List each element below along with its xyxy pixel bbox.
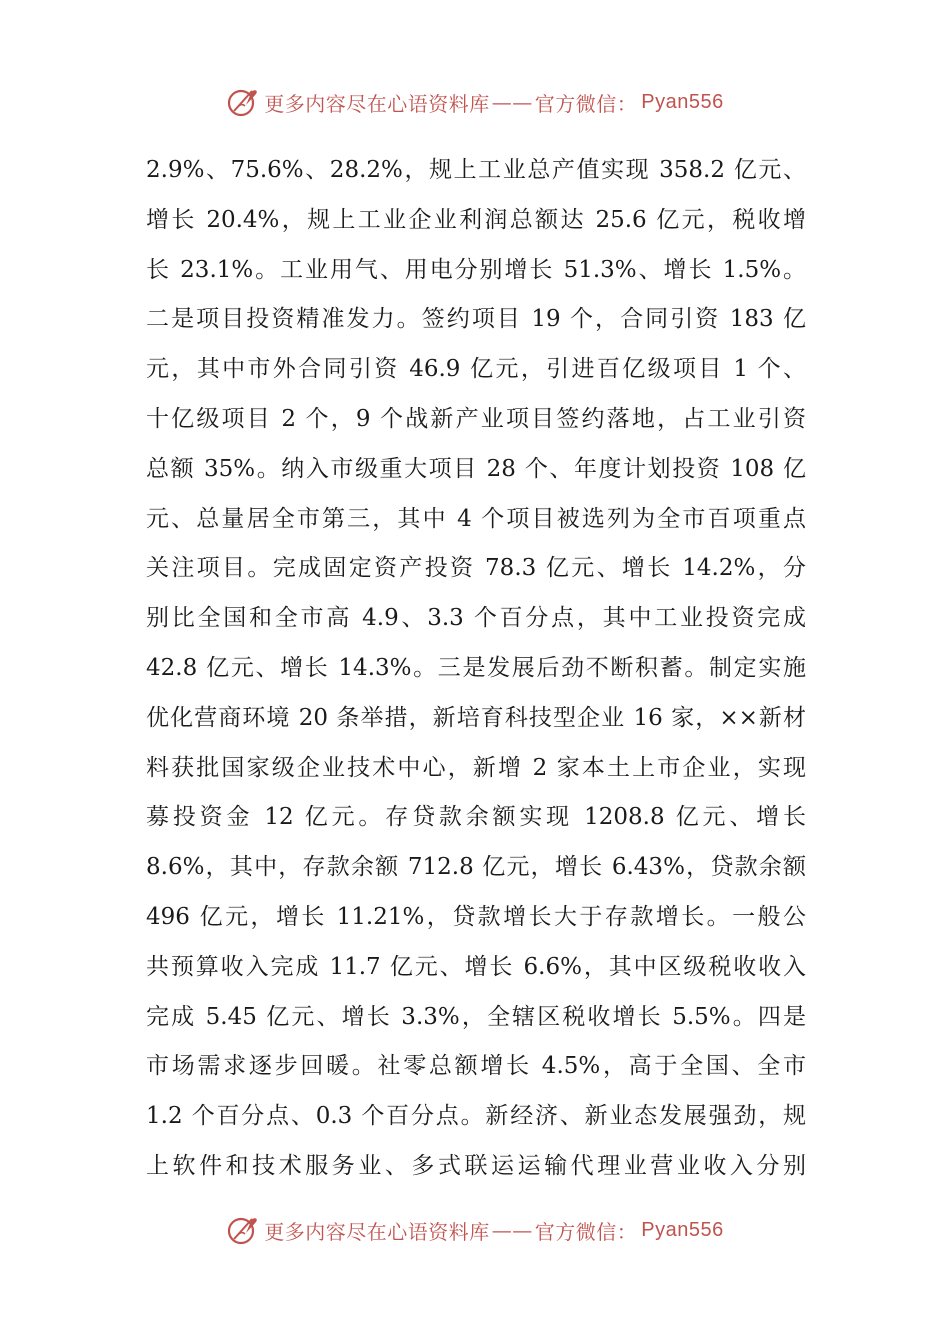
text-line: 二是项目投资精准发力。签约项目 19 个，合同引资 183 亿 — [146, 306, 806, 333]
text-line: 优化营商环境 20 条举措，新培育科技型企业 16 家，××新材 — [146, 704, 806, 731]
wechat-id: Pyan556 — [641, 90, 724, 113]
text-line: 2.9%、75.6%、28.2%，规上工业总产值实现 358.2 亿元、 — [146, 157, 806, 183]
official-wechat-label: 官方微信： — [534, 91, 638, 116]
text-line: 共预算收入完成 11.7 亿元、增长 6.6%，其中区级税收收入 — [146, 953, 806, 980]
brand-text: 更多内容尽在心语资料库 — [264, 1219, 490, 1244]
text-line: 市场需求逐步回暖。社零总额增长 4.5%，高于全国、全市 — [146, 1053, 806, 1080]
text-line: 上软件和技术服务业、多式联运运输代理业营业收入分别 — [146, 1152, 806, 1179]
quill-pen-logo-icon — [226, 85, 260, 119]
text-line: 42.8 亿元、增长 14.3%。三是发展后劲不断积蓄。制定实施 — [146, 654, 806, 681]
separator: —— — [491, 1218, 533, 1242]
header-banner — [0, 82, 950, 122]
text-line: 增长 20.4%，规上工业企业利润总额达 25.6 亿元，税收增 — [146, 206, 806, 233]
text-line: 料获批国家级企业技术中心，新增 2 家本土上市企业，实现 — [146, 754, 806, 781]
text-line: 1.2 个百分点、0.3 个百分点。新经济、新业态发展强劲，规 — [146, 1103, 806, 1130]
text-line: 长 23.1%。工业用气、用电分别增长 51.3%、增长 1.5%。 — [146, 256, 806, 283]
text-line: 完成 5.45 亿元、增长 3.3%，全辖区税收增长 5.5%。四是 — [146, 1003, 806, 1030]
text-line: 募投资金 12 亿元。存贷款余额实现 1208.8 亿元、增长 — [146, 804, 806, 831]
brand-text: 更多内容尽在心语资料库 — [264, 91, 490, 116]
body-text — [146, 146, 806, 1192]
footer-banner — [0, 1210, 950, 1250]
text-line: 总额 35%。纳入市级重大项目 28 个、年度计划投资 108 亿 — [146, 455, 806, 482]
text-line: 元，其中市外合同引资 46.9 亿元，引进百亿级项目 1 个、 — [146, 356, 806, 383]
wechat-id: Pyan556 — [641, 1218, 724, 1241]
separator: —— — [491, 90, 533, 114]
text-line: 496 亿元，增长 11.21%，贷款增长大于存款增长。一般公 — [146, 903, 806, 930]
text-line: 8.6%，其中，存款余额 712.8 亿元，增长 6.43%，贷款余额 — [146, 854, 806, 881]
text-line: 关注项目。完成固定资产投资 78.3 亿元、增长 14.2%，分 — [146, 555, 806, 582]
text-line: 别比全国和全市高 4.9、3.3 个百分点，其中工业投资完成 — [146, 605, 806, 632]
text-line: 元、总量居全市第三，其中 4 个项目被选列为全市百项重点 — [146, 505, 806, 532]
quill-pen-logo-icon — [226, 1213, 260, 1247]
text-line: 十亿级项目 2 个，9 个战新产业项目签约落地，占工业引资 — [146, 405, 806, 432]
official-wechat-label: 官方微信： — [534, 1219, 638, 1244]
